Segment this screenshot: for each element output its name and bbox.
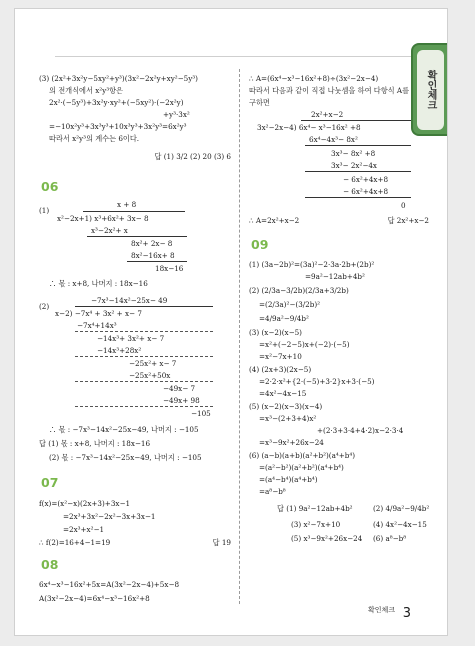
answer-08: 답 2x²+x−2	[387, 216, 429, 225]
answer-06-1: 답 (1) 몫 : x+8, 나머지 : 18x−16	[39, 439, 151, 448]
p08-dividend: 3x²−2x−4) 6x⁴− x³−16x² +8	[257, 123, 361, 132]
p07-line1: f(x)=(x²−x)(2x+3)+3x−1	[39, 499, 131, 508]
p09-line4: =(2/3a)²−(3/2b)²	[259, 300, 321, 309]
p09-line6: (3) (x−2)(x−5)	[249, 328, 302, 337]
answer-09-2: (2) 4/9a²−9/4b²	[373, 504, 430, 513]
p06-1-sub2: 8x²−16x+ 8	[131, 251, 175, 260]
p09-line13: =x³−(2+3+4)x²	[259, 414, 317, 423]
p06-2-answer: ∴ 몫 : −7x³−14x²−25x−49, 나머지 : −105	[49, 425, 199, 434]
problem-09-number: 09	[251, 237, 269, 252]
p08-rule2	[305, 171, 411, 172]
answer-09-5: (5) x³−9x²+26x−24	[291, 534, 363, 543]
p09-line16: (6) (a−b)(a+b)(a²+b²)(a⁴+b⁴)	[249, 451, 356, 460]
p08-rule3	[305, 197, 411, 198]
p06-2-quotient: −7x³−14x²−25x− 49	[91, 296, 168, 305]
p06-2-rule2	[75, 356, 213, 357]
p05-3-line1: (3) (2x²+3x²y−5xy²+y³)(3x²−2x²y+xy²−5y³)	[39, 74, 198, 83]
p06-1-rem2: 18x−16	[155, 264, 184, 273]
p05-3-line6: 따라서 x²y³의 계수는 6이다.	[49, 134, 140, 143]
footer-label: 확인체크	[367, 606, 395, 614]
p06-1-rule2	[127, 261, 187, 262]
p06-1-sub1: x³−2x²+ x	[91, 226, 128, 235]
p08-line3: ∴ A=(6x⁴−x³−16x²+8)÷(3x²−2x−4)	[249, 74, 379, 83]
top-rule	[55, 56, 447, 57]
answer-05: 답 (1) 3/2 (2) 20 (3) 6	[154, 152, 231, 161]
problem-07-number: 07	[41, 475, 59, 490]
p08-bar	[301, 120, 411, 121]
p05-3-line4: +y³·3x²	[163, 110, 190, 119]
problem-06-number: 06	[41, 179, 59, 194]
p09-line3: (2) (2/3a−3/2b)(2/3a+3/2b)	[249, 286, 349, 295]
side-tab-label: 확인체크	[425, 70, 436, 110]
p09-line19: =a⁸−b⁸	[259, 487, 286, 496]
answer-09-1: 답 (1) 9a²−12ab+4b²	[277, 504, 353, 513]
p06-2-bar	[75, 306, 213, 307]
p05-3-line3: 2x²·(−5y³)+3x²y·xy²+(−5xy²)·(−2x²y)	[49, 98, 184, 107]
p09-line14: +(2·3+3·4+4·2)x−2·3·4	[317, 426, 404, 435]
p08-line4: 따라서 다음과 같이 직접 나눗셈을 하여 다항식 A를	[249, 86, 410, 95]
p09-line1: (1) (3a−2b)²=(3a)²−2·3a·2b+(2b)²	[249, 260, 375, 269]
p06-2-rule4	[75, 406, 213, 407]
answer-09-3: (3) x²−7x+10	[291, 520, 341, 529]
answer-06-2: (2) 몫 : −7x³−14x²−25x−49, 나머지 : −105	[49, 453, 202, 462]
p08-line5: 구하면	[249, 98, 270, 107]
p06-2-rem4: −105	[191, 409, 211, 418]
p06-1-label: (1)	[39, 206, 50, 215]
p08-sub2: 3x³− 2x²−4x	[331, 161, 377, 170]
p06-2-dividend: x−2) −7x⁴ + 3x² + x− 7	[55, 309, 142, 318]
p06-2-sub3: −25x²+50x	[129, 371, 171, 380]
p07-line2: =2x³+3x²−2x²−3x+3x−1	[63, 512, 156, 521]
p06-2-label: (2)	[39, 302, 50, 311]
p08-line1: 6x⁴−x³−16x²+5x=A(3x²−2x−4)+5x−8	[39, 580, 180, 589]
p06-2-sub1: −7x⁴+14x³	[77, 321, 117, 330]
p06-1-rule1	[87, 236, 187, 237]
p09-line15: =x³−9x²+26x−24	[259, 438, 324, 447]
answer-09-4: (4) 4x²−4x−15	[373, 520, 427, 529]
p09-line2: =9a²−12ab+4b²	[305, 272, 365, 281]
p09-line7: =x²+(−2−5)x+(−2)·(−5)	[259, 340, 350, 349]
p09-line18: =(a⁴−b⁴)(a⁴+b⁴)	[259, 475, 318, 484]
p08-sub1: 6x⁴−4x³− 8x²	[309, 135, 358, 144]
p08-rem2: − 6x²+4x+8	[343, 175, 389, 184]
p08-rule1	[305, 145, 411, 146]
p08-answer: ∴ A=2x²+x−2	[249, 216, 300, 225]
p09-line12: (5) (x−2)(x−3)(x−4)	[249, 402, 323, 411]
p07-line4: ∴ f(2)=16+4−1=19	[39, 538, 111, 547]
p05-3-line5: =−10x²y³+3x³y³+10x³y³+3x²y³=6x²y³	[49, 122, 187, 131]
p08-sub3: − 6x²+4x+8	[343, 187, 389, 196]
column-divider	[239, 69, 240, 604]
answer-07: 답 19	[212, 538, 231, 547]
p06-2-rem3: −49x− 7	[163, 384, 196, 393]
side-tab	[411, 43, 447, 136]
p07-line3: =2x³+x²−1	[63, 525, 105, 534]
p08-line2: A(3x²−2x−4)=6x⁴−x³−16x²+8	[39, 594, 150, 603]
p06-2-rule1	[75, 331, 213, 332]
p06-1-rem1: 8x²+ 2x− 8	[131, 239, 173, 248]
page	[14, 8, 448, 636]
p08-quotient: 2x²+x−2	[311, 110, 344, 119]
p05-3-line2: 의 전개식에서 x²y³항은	[49, 86, 123, 95]
p09-line5: =4/9a²−9/4b²	[259, 314, 309, 323]
p08-rem3: 0	[401, 201, 406, 210]
p09-line11: =4x²−4x−15	[259, 389, 307, 398]
p06-2-rem2: −25x²+ x− 7	[129, 359, 177, 368]
p06-1-answer: ∴ 몫 : x+8, 나머지 : 18x−16	[49, 279, 148, 288]
p09-line8: =x²−7x+10	[259, 352, 302, 361]
p08-rem1: 3x³− 8x² +8	[331, 149, 376, 158]
answer-09-6: (6) a⁸−b⁸	[373, 534, 407, 543]
problem-08-number: 08	[41, 557, 59, 572]
side-tab-inner	[417, 50, 444, 130]
p06-2-sub2: −14x³+28x²	[97, 346, 142, 355]
p06-1-bar	[83, 211, 185, 212]
p09-line17: =(a²−b²)(a²+b²)(a⁴+b⁴)	[259, 463, 344, 472]
p06-2-rule3	[75, 381, 213, 382]
p06-2-rem1: −14x³+ 3x²+ x− 7	[97, 334, 165, 343]
p09-line9: (4) (2x+3)(2x−5)	[249, 365, 312, 374]
p09-line10: =2·2·x²+{2·(−5)+3·2}x+3·(−5)	[259, 377, 375, 386]
page-number: 3	[402, 606, 411, 621]
p06-2-sub4: −49x+ 98	[163, 396, 200, 405]
p06-1-dividend: x²−2x+1) x³+6x²+ 3x− 8	[57, 214, 149, 223]
p06-1-quotient: x + 8	[117, 200, 137, 209]
